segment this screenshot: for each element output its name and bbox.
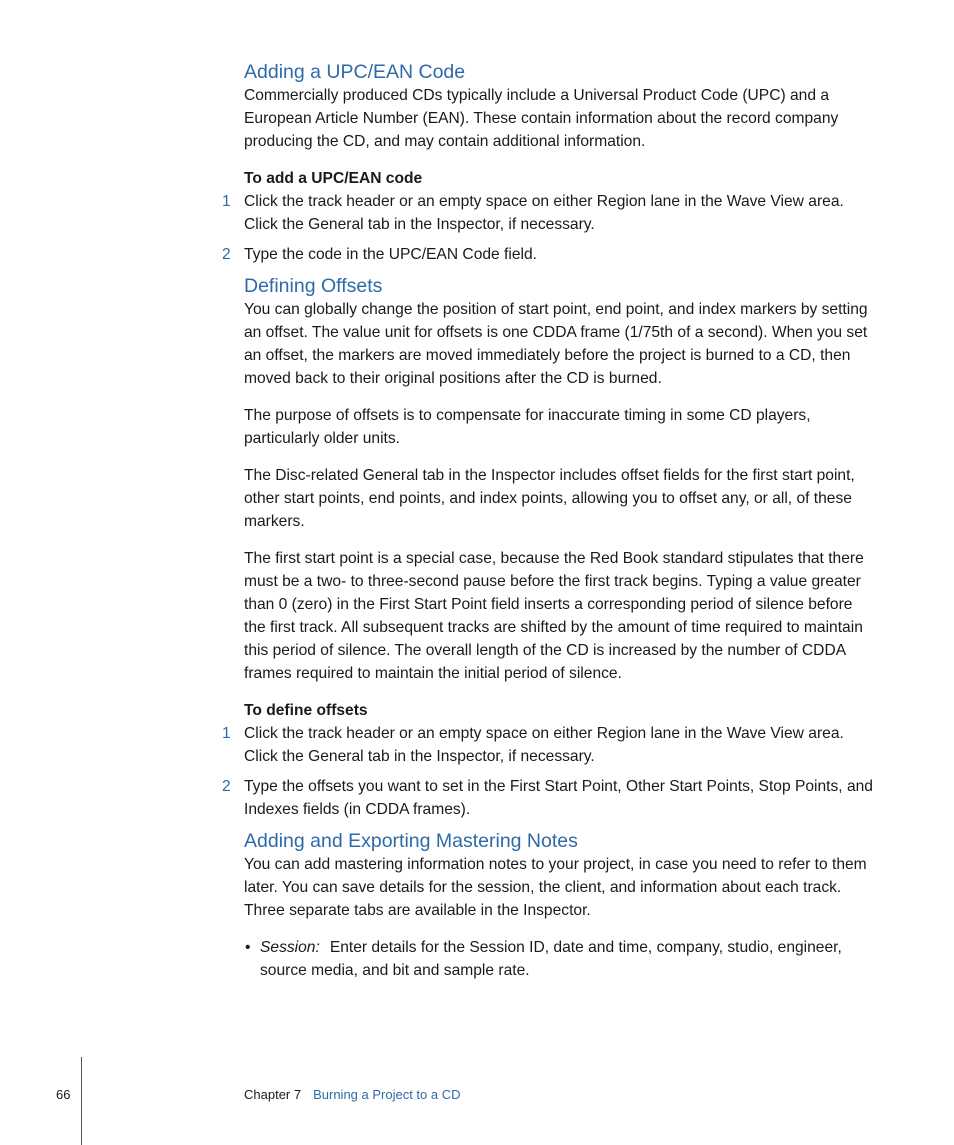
chapter-title: Burning a Project to a CD <box>313 1087 461 1102</box>
page-content <box>222 60 876 982</box>
step-number: 2 <box>222 778 231 795</box>
section-heading-upc-ean: Adding a UPC/EAN Code <box>244 61 466 83</box>
step-list <box>222 722 876 821</box>
step-item <box>222 722 876 768</box>
chapter-label: Chapter 7 <box>244 1087 302 1102</box>
task-title: To add a UPC/EAN code <box>244 170 423 187</box>
step-item <box>222 243 876 266</box>
footer-divider <box>81 1057 82 1145</box>
paragraph: The first start point is a special case, because the Red Book standard stipulates that there must be a two- to three-second pause before the first track begins. Typing a value greater than 0 (zero) in the First Start Point field inserts a corresponding period of silence before the first track. All subsequent tracks are shifted by the amount of time required to maintain this period of silence. The overall length of the CD is increased by the number of CDDA frames required to maintain the initial period of silence. <box>244 550 864 682</box>
bullet-text: Enter details for the Session ID, date and time, company, studio, engineer, source media, and bit and sample rate. <box>260 939 842 979</box>
step-item <box>222 190 876 236</box>
bullet-icon: • <box>245 939 251 956</box>
page-number: 66 <box>56 1087 71 1102</box>
section-heading-mastering-notes: Adding and Exporting Mastering Notes <box>244 830 578 852</box>
step-text: Click the track header or an empty space on either Region lane in the Wave View area. Click the General tab in the Inspector, if necessary. <box>244 725 844 765</box>
step-item <box>222 775 876 821</box>
step-number: 2 <box>222 246 231 263</box>
step-number: 1 <box>222 193 231 210</box>
paragraph: The Disc-related General tab in the Inspector includes offset fields for the first start point, other start points, end points, and index points, allowing you to offset any, or all, of these markers. <box>244 467 855 530</box>
bullet-item <box>244 936 876 982</box>
task-title: To define offsets <box>244 702 368 719</box>
paragraph: You can add mastering information notes to your project, in case you need to refer to them later. You can save details for the session, the client, and information about each track. Three separate tabs are available in the Inspector. <box>244 856 867 919</box>
step-text: Type the offsets you want to set in the First Start Point, Other Start Points, Stop Points, and Indexes fields (in CDDA frames). <box>244 778 873 818</box>
step-number: 1 <box>222 725 231 742</box>
paragraph: Commercially produced CDs typically include a Universal Product Code (UPC) and a European Article Number (EAN). These contain information about the record company producing the CD, and may contain additional information. <box>244 87 839 150</box>
step-text: Click the track header or an empty space on either Region lane in the Wave View area. Click the General tab in the Inspector, if necessary. <box>244 193 844 233</box>
step-text: Type the code in the UPC/EAN Code field. <box>244 246 537 263</box>
footer-chapter <box>244 1086 461 1104</box>
paragraph: The purpose of offsets is to compensate for inaccurate timing in some CD players, particularly older units. <box>244 407 811 447</box>
paragraph: You can globally change the position of start point, end point, and index markers by setting an offset. The value unit for offsets is one CDDA frame (1/75th of a second). When you set an offset, the markers are moved immediately before the project is burned to a CD, then moved back to their original positions after the CD is burned. <box>244 301 868 387</box>
bullet-term: Session: <box>260 939 320 956</box>
step-list <box>222 190 876 266</box>
section-heading-defining-offsets: Defining Offsets <box>244 275 383 297</box>
bullet-list <box>244 936 876 982</box>
